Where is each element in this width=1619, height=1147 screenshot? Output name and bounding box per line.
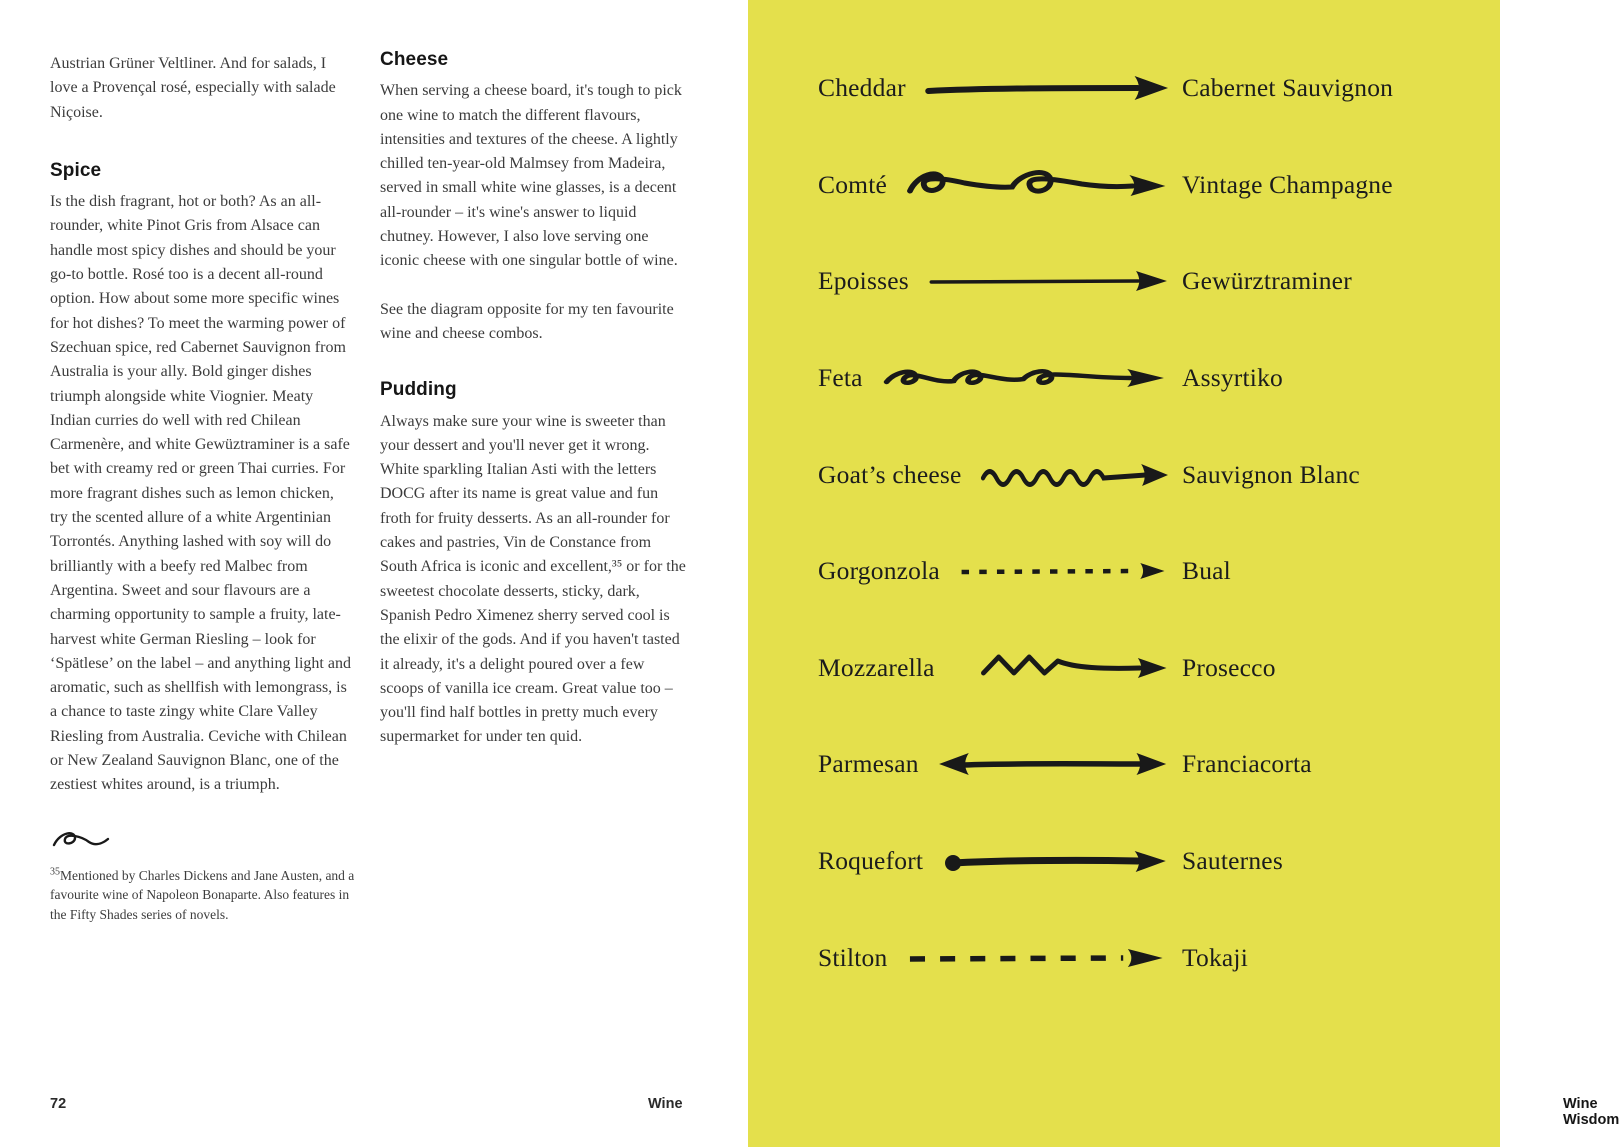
footnote-text: Mentioned by Charles Dickens and Jane Austen, and a favourite wine of Napoleon Bonaparte. Also features in the Fifty Shades series of novels. <box>50 867 355 922</box>
pairing-row <box>818 523 1454 620</box>
pairing-row <box>818 233 1454 330</box>
wine-label: Assyrtiko <box>1182 363 1283 393</box>
footnote-marker: 35 <box>50 866 60 878</box>
left-page <box>0 0 748 1147</box>
wine-label: Sauternes <box>1182 846 1283 876</box>
cheese-note-paragraph: See the diagram opposite for my ten favourite wine and cheese combos. <box>380 300 674 342</box>
zigzag-arrow-icon <box>951 646 1170 690</box>
wine-label: Vintage Champagne <box>1182 169 1393 199</box>
intro-paragraph: Austrian Grüner Veltliner. And for salads, I love a Provençal rosé, especially with salade Niçoise. <box>50 55 336 121</box>
cheese-label: Parmesan <box>818 749 919 779</box>
wine-label: Cabernet Sauvignon <box>1182 73 1394 103</box>
cheese-label: Comté <box>818 169 887 199</box>
right-page <box>748 0 1619 1147</box>
brush-dash-arrow-icon <box>903 936 1170 980</box>
pairing-row <box>818 813 1454 910</box>
pairing-row <box>818 909 1454 1006</box>
wine-label: Sauvignon Blanc <box>1182 459 1360 489</box>
cheese-label: Goat’s cheese <box>818 459 962 489</box>
pudding-paragraph: Always make sure your wine is sweeter than your dessert and you'll never get it wrong. White sparkling Italian Asti with the letters DOCG after its name is great value and fun froth for fruity desserts. As an all-rounder for cakes and pastries, Vin de Constance from South Africa is iconic and excellent,³⁵ or for the sweetest chocolate desserts, sticky, dark, Spanish Pedro Ximenez sherry served cool is the elixir of the gods. And if you haven't tasted it already, it's a delight poured over a few scoops of vanilla ice cream. Great value too – you'll find half bottles in pretty much every supermarket for under ten quid. <box>380 412 686 746</box>
cheese-label: Feta <box>818 363 863 393</box>
cheese-label: Epoisses <box>818 266 909 296</box>
pairing-row <box>818 137 1454 234</box>
squiggle-doodle-icon <box>50 826 352 856</box>
pudding-heading: Pudding <box>380 379 457 401</box>
left-column-1 <box>50 52 355 938</box>
dashed-arrow-icon <box>956 549 1170 593</box>
pairing-row <box>818 716 1454 813</box>
left-column-2 <box>380 48 686 750</box>
pairing-row <box>818 330 1454 427</box>
wine-label: Prosecco <box>1182 652 1276 682</box>
wine-label: Tokaji <box>1182 942 1248 972</box>
pairing-row <box>818 620 1454 717</box>
spice-heading: Spice <box>50 159 102 181</box>
chapter-footer: Wine <box>648 1096 683 1112</box>
page-number: 72 <box>50 1096 67 1112</box>
cursive-squiggle-arrow-icon <box>879 356 1170 400</box>
pairing-row <box>818 426 1454 523</box>
cheese-label: Roquefort <box>818 846 924 876</box>
footnote <box>50 866 362 925</box>
diagram-footer: Wine Wisdom <box>1563 1096 1619 1128</box>
pairing-diagram <box>818 40 1454 1006</box>
bold-straight-arrow-icon <box>922 66 1170 110</box>
cheese-label: Mozzarella <box>818 652 935 682</box>
cheese-label: Gorgonzola <box>818 556 940 586</box>
dot-thick-line-arrow-icon <box>939 839 1170 883</box>
pairing-row <box>818 40 1454 137</box>
wavy-arrow-icon <box>978 453 1171 497</box>
double-headed-arrow-icon <box>935 742 1170 786</box>
thin-straight-arrow-icon <box>925 259 1170 303</box>
wine-label: Gewürztraminer <box>1182 266 1352 296</box>
cheese-label: Cheddar <box>818 73 906 103</box>
wine-label: Bual <box>1182 556 1231 586</box>
cheese-label: Stilton <box>818 942 888 972</box>
wine-label: Franciacorta <box>1182 749 1312 779</box>
spice-paragraph: Is the dish fragrant, hot or both? As an all-rounder, white Pinot Gris from Alsace can handle most spicy dishes and should be your go-to bottle. Rosé too is a decent all-round option. How about some more specific wines for hot dishes? To meet the warming power of Szechuan spice, red Cabernet Sauvignon from Australia is your ally. Bold ginger dishes triumph alongside white Viognier. Meaty Indian curries do well with red Chilean Carmenère, and white Gewüztraminer is a safe bet with creamy red or green Thai curries. For more fragrant dishes such as lemon chicken, try the scented allure of a white Argentinian Torrontés. Anything lashed with soy will do brilliantly with a beefy red Malbec from Argentina. Sweet and sour flavours are a charming opportunity to sample a fruity, late-harvest white German Riesling – look for ‘Spätlese’ on the label – and anything light and aromatic, such as shellfish with lemongrass, is a chance to taste zingy white Clare Valley Riesling from Australia. Ceviche with Chilean or New Zealand Sauvignon Blanc, one of the zestiest whites around, is a triumph. <box>50 193 351 794</box>
cheese-paragraph: When serving a cheese board, it's tough to pick one wine to match the different flavours, intensities and textures of the cheese. A lightly chilled ten-year-old Malmsey from Madeira, served in small white wine glasses, is a decent all-rounder – it's wine's answer to liquid chutney. However, I also love serving one iconic cheese with one singular bottle of wine. <box>380 82 682 270</box>
cheese-heading: Cheese <box>380 49 449 70</box>
loop-squiggle-arrow-icon <box>903 163 1170 207</box>
